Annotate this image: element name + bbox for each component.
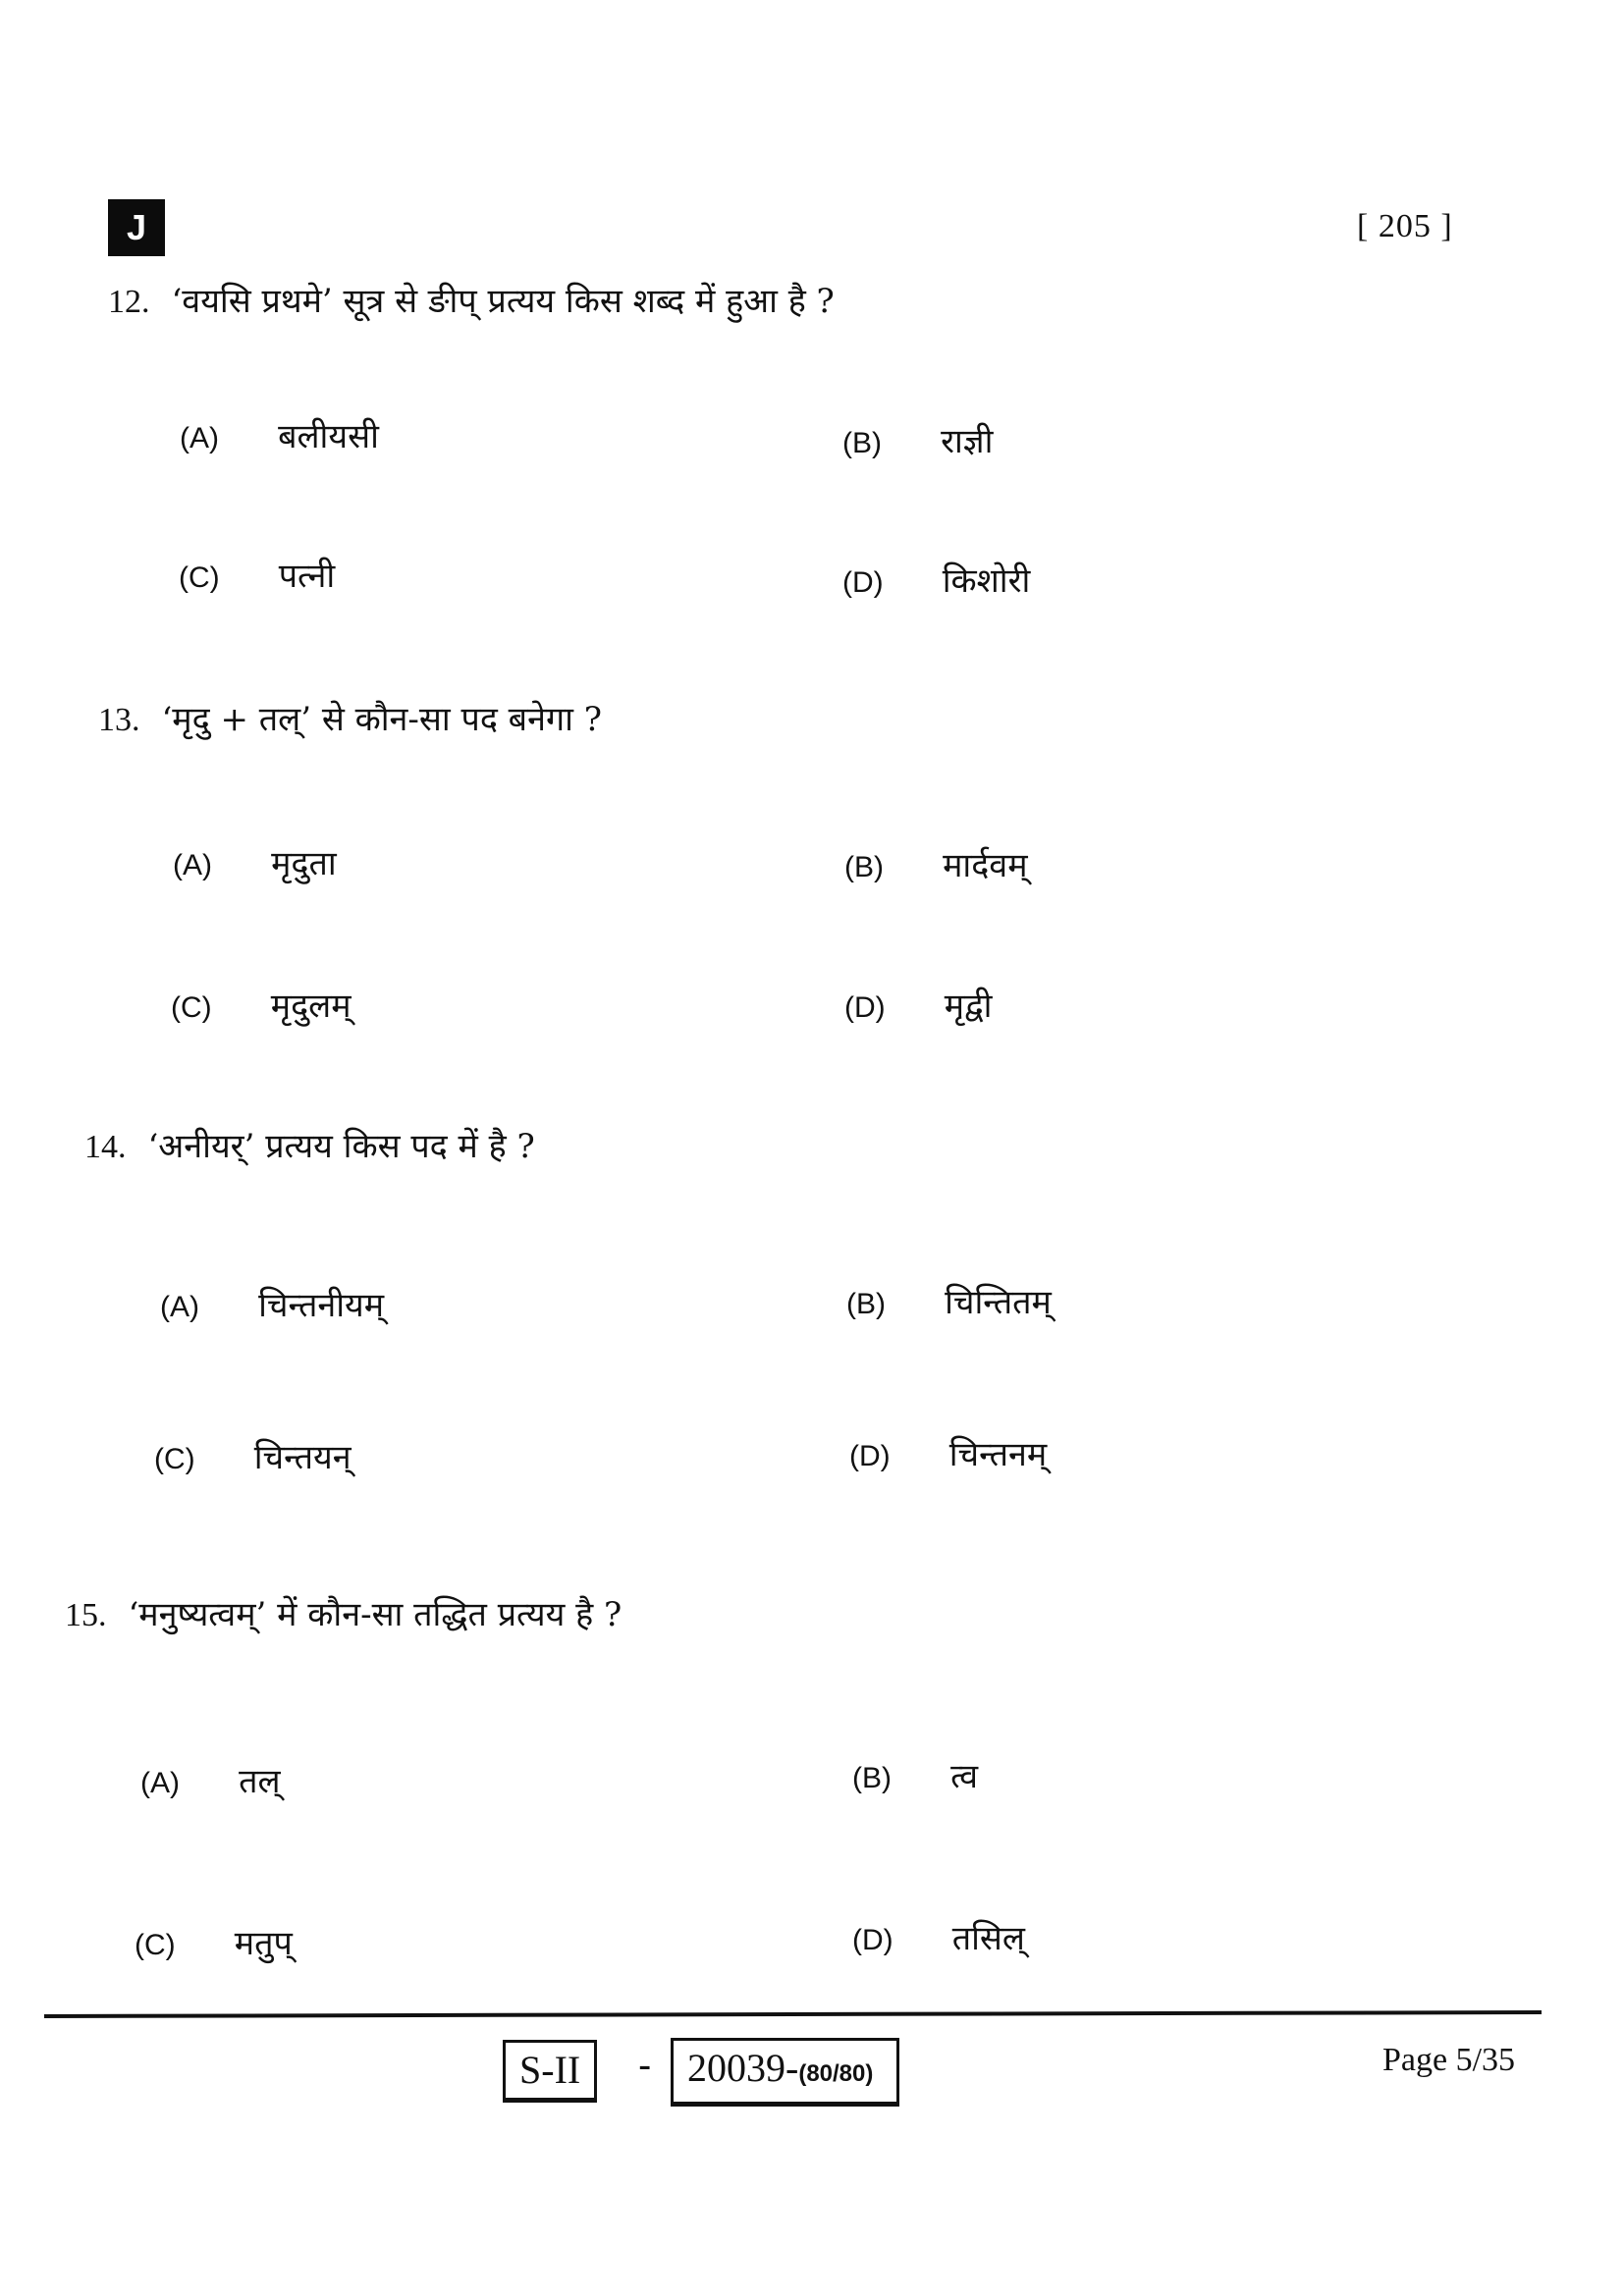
option-15c[interactable] xyxy=(135,1919,293,1964)
option-14a[interactable] xyxy=(160,1281,384,1326)
question-13 xyxy=(98,695,602,740)
page-reference: [ 205 ] xyxy=(1357,208,1453,244)
option-text: राज्ञी xyxy=(941,422,994,461)
footer-rule xyxy=(44,2010,1542,2018)
paper-code-box xyxy=(671,2038,899,2107)
option-label: (A) xyxy=(180,422,219,454)
option-text: मृदुता xyxy=(271,844,337,883)
option-13d[interactable] xyxy=(844,982,992,1027)
option-text: किशोरी xyxy=(942,561,1031,601)
option-label: (B) xyxy=(842,427,882,459)
question-text: ‘वयसि प्रथमे’ सूत्र से ङीप् प्रत्यय किस शब्द में हुआ है ? xyxy=(171,282,835,321)
option-label: (C) xyxy=(171,991,212,1024)
set-code-badge: J xyxy=(108,199,165,256)
page-number: Page 5/35 xyxy=(1382,2042,1516,2078)
question-12 xyxy=(108,277,835,322)
option-label: (C) xyxy=(135,1929,176,1961)
option-15a[interactable] xyxy=(140,1757,281,1802)
question-number: 13. xyxy=(98,702,140,738)
option-text: चिन्तयन् xyxy=(253,1438,352,1477)
series-box: S-II xyxy=(503,2040,597,2103)
option-13c[interactable] xyxy=(171,982,352,1027)
option-label: (D) xyxy=(849,1440,891,1472)
option-label: (D) xyxy=(842,566,884,599)
paper-code: 20039- xyxy=(687,2046,799,2090)
option-13b[interactable] xyxy=(844,841,1028,886)
option-text: चिन्तनम् xyxy=(948,1435,1048,1474)
option-label: (D) xyxy=(844,991,886,1024)
option-text: पत्नी xyxy=(278,557,336,596)
option-13a[interactable] xyxy=(173,839,337,884)
option-label: (B) xyxy=(846,1288,886,1320)
option-14b[interactable] xyxy=(846,1278,1052,1323)
option-14d[interactable] xyxy=(849,1430,1047,1475)
option-15b[interactable] xyxy=(852,1752,978,1797)
question-text: ‘अनीयर्’ प्रत्यय किस पद में है ? xyxy=(147,1127,535,1166)
question-14 xyxy=(84,1122,535,1167)
option-label: (C) xyxy=(179,561,220,594)
option-15d[interactable] xyxy=(852,1914,1025,1959)
option-label: (B) xyxy=(852,1762,892,1794)
option-text: मृदुलम् xyxy=(270,987,352,1026)
option-label: (D) xyxy=(852,1924,893,1956)
option-label: (A) xyxy=(160,1291,199,1323)
question-text: ‘मनुष्यत्वम्’ में कौन-सा तद्धित प्रत्यय है ? xyxy=(128,1595,623,1634)
option-text: मृद्वी xyxy=(944,987,993,1026)
option-12c[interactable] xyxy=(179,552,335,597)
option-text: मतुप् xyxy=(234,1924,293,1963)
question-number: 12. xyxy=(108,284,150,320)
question-number: 15. xyxy=(65,1597,107,1633)
option-label: (B) xyxy=(844,851,884,883)
option-14c[interactable] xyxy=(154,1433,352,1478)
option-text: त्व xyxy=(950,1757,979,1796)
question-15 xyxy=(65,1590,622,1635)
option-12b[interactable] xyxy=(842,417,993,462)
option-text: तसिल् xyxy=(951,1919,1025,1958)
option-text: तल् xyxy=(239,1762,281,1801)
question-text: ‘मृदु + तल्’ से कौन-सा पद बनेगा ? xyxy=(161,700,602,739)
option-text: मार्दवम् xyxy=(943,846,1028,885)
option-text: बलीयसी xyxy=(278,417,379,456)
paper-code-suffix: (80/80) xyxy=(798,2060,874,2087)
option-label: (A) xyxy=(173,849,212,881)
option-12d[interactable] xyxy=(842,557,1030,602)
question-number: 14. xyxy=(84,1129,127,1165)
option-label: (A) xyxy=(140,1767,180,1799)
option-label: (C) xyxy=(154,1443,195,1475)
option-text: चिन्तनीयम् xyxy=(258,1286,385,1325)
option-12a[interactable] xyxy=(180,412,379,457)
option-text: चिन्तितम् xyxy=(945,1283,1052,1322)
code-separator: - xyxy=(638,2044,652,2087)
